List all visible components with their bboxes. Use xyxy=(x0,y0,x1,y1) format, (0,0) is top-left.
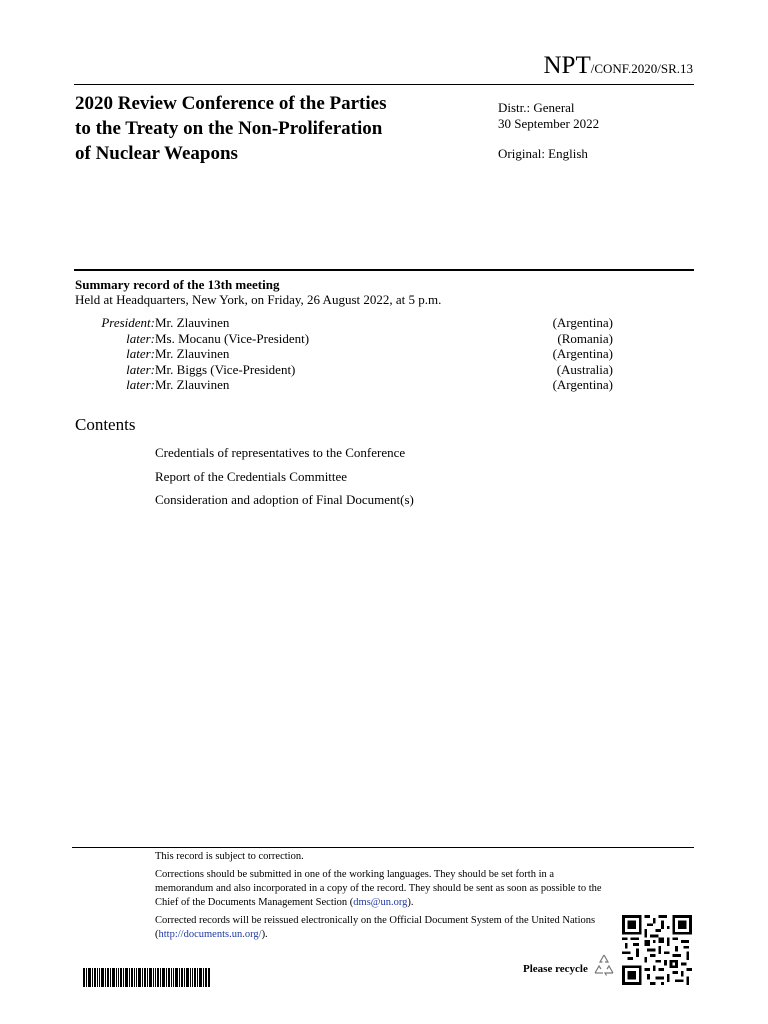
contents-item: Credentials of representatives to the Conference xyxy=(155,445,406,460)
officer-role: later: xyxy=(126,377,155,392)
officer-role: later: xyxy=(126,330,155,346)
officer-row xyxy=(75,346,615,362)
meeting-location: Held at Headquarters, New York, on Friday, 26 August 2022, at 5 p.m. xyxy=(75,292,442,307)
correction-instructions: Corrections should be submitted in one of the working languages. They should be set forth in a memorandum and also incorporated in a copy of the record. They should be sent as soon as possible to the Chief of the Documents Management Section (dms@un.org). xyxy=(155,869,602,908)
officers-list xyxy=(75,315,615,393)
conference-title xyxy=(75,91,435,166)
recycle-label: Please recycle xyxy=(523,963,588,975)
officer-row xyxy=(75,362,615,378)
officer-role: later: xyxy=(126,346,155,361)
qr-code-icon xyxy=(622,915,692,985)
footnote-rule xyxy=(72,847,694,848)
recycle-icon xyxy=(592,953,616,979)
distribution: Distr.: General xyxy=(498,100,575,115)
dms-email-link[interactable]: dms@un.org xyxy=(353,897,408,908)
title-line: 2020 Review Conference of the Parties xyxy=(75,93,387,114)
officer-country: (Romania) xyxy=(557,330,613,346)
contents-heading: Contents xyxy=(75,415,136,434)
officer-row xyxy=(75,331,615,347)
officer-row xyxy=(75,377,615,393)
meeting-title: Summary record of the 13th meeting xyxy=(75,277,280,292)
original-language: Original: English xyxy=(498,146,588,161)
distribution-block xyxy=(498,100,599,162)
officer-role: later: xyxy=(126,361,155,377)
officer-name: Mr. Biggs (Vice-President) xyxy=(155,361,296,377)
top-rule xyxy=(74,84,694,85)
barcode-icon xyxy=(83,968,210,987)
contents-item: Report of the Credentials Committee xyxy=(155,468,348,484)
correction-notice xyxy=(155,850,605,946)
document-symbol xyxy=(544,52,694,80)
reissue-notice: Corrected records will be reissued electronically on the Official Document System of the United Nations (http://documents.un.org/). xyxy=(155,915,596,940)
title-line: of Nuclear Weapons xyxy=(75,143,238,164)
officer-country: (Argentina) xyxy=(552,346,613,361)
officer-country: (Argentina) xyxy=(552,315,613,330)
correction-line: This record is subject to correction. xyxy=(155,851,304,862)
officer-row xyxy=(75,315,615,331)
officer-name: Mr. Zlauvinen xyxy=(155,346,230,361)
officer-role: President: xyxy=(101,315,155,330)
symbol-suffix: /CONF.2020/SR.13 xyxy=(590,61,693,76)
officer-country: (Argentina) xyxy=(552,377,613,392)
issue-date: 30 September 2022 xyxy=(498,116,600,131)
symbol-prefix: NPT xyxy=(543,52,591,79)
ods-link[interactable]: http://documents.un.org/ xyxy=(158,929,262,940)
officer-name: Ms. Mocanu (Vice-President) xyxy=(155,330,310,346)
title-line: to the Treaty on the Non-Proliferation xyxy=(75,118,383,139)
contents-list xyxy=(155,444,414,515)
section-rule xyxy=(74,269,694,271)
officer-name: Mr. Zlauvinen xyxy=(155,315,230,330)
contents-item: Consideration and adoption of Final Document(s) xyxy=(155,492,414,507)
officer-name: Mr. Zlauvinen xyxy=(155,377,230,392)
officer-country: (Australia) xyxy=(556,361,613,377)
